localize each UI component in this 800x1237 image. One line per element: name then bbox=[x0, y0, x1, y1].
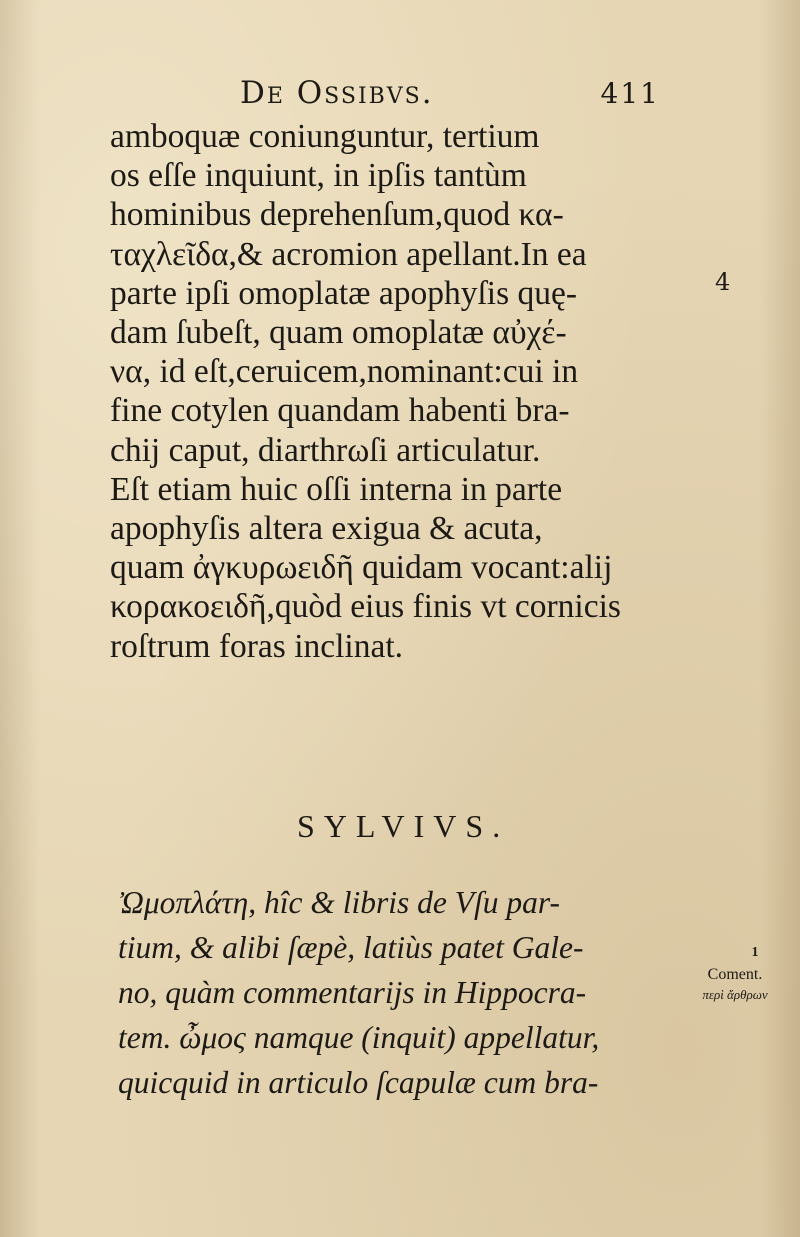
text-line: quam ἀγκυρωειδῆ quidam vocant:alij bbox=[110, 549, 613, 587]
text-line: Eſt etiam huic oſſi interna in parte bbox=[110, 470, 563, 508]
text-line: dam ſubeſt, quam omoplatæ αὐχέ- bbox=[110, 314, 567, 352]
text-line: ταχλεῖδα,& acromion apellant.In ea bbox=[110, 235, 587, 273]
marginal-reference bbox=[690, 943, 780, 1005]
text-line: apophyſis altera exigua & acuta, bbox=[110, 510, 543, 548]
page-number: 411 bbox=[600, 77, 660, 110]
comment-line: Ὠμοπλάτη, hîc & libris de Vſu par- bbox=[118, 885, 560, 920]
text-line: amboquæ coniunguntur, tertium bbox=[110, 118, 540, 155]
text-line: hominibus deprehenſum,quod κα- bbox=[110, 196, 564, 234]
running-title: De Ossibvs. bbox=[240, 75, 434, 111]
margin-note-number: 4 bbox=[715, 268, 731, 296]
reference-label: Coment. bbox=[707, 966, 763, 983]
text-line: parte ipſi omoplatæ apophyſis quę- bbox=[110, 274, 578, 312]
text-line: roſtrum foras inclinat. bbox=[110, 627, 404, 665]
reference-number: 1 bbox=[751, 945, 759, 960]
text-line: να, id eſt,ceruicem,nominant:cui in bbox=[110, 353, 579, 391]
comment-line: quicquid in articulo ſcapulæ cum bra- bbox=[118, 1065, 599, 1100]
reference-greek: περὶ ἄρθρων bbox=[702, 987, 768, 1002]
text-line: os eſſe inquiunt, in ipſis tantùm bbox=[110, 157, 527, 195]
section-heading: SYLVIVS. bbox=[297, 808, 510, 844]
main-text bbox=[110, 117, 680, 666]
commentary-text bbox=[118, 880, 678, 1105]
comment-line: tem. ὦμος namque (inquit) appellatur, bbox=[118, 1020, 600, 1055]
comment-line: no, quàm commentarijs in Hippocra- bbox=[118, 975, 587, 1010]
running-header bbox=[240, 75, 660, 115]
comment-line: tium, & alibi ſæpè, latiùs patet Gale- bbox=[118, 930, 584, 965]
text-line: chij caput, diarthrωſi articulatur. bbox=[110, 431, 541, 469]
text-line: fine cotylen quandam habenti bra- bbox=[110, 392, 570, 430]
text-line: κορακοειδῆ,quòd eius finis vt cornicis bbox=[110, 588, 621, 626]
